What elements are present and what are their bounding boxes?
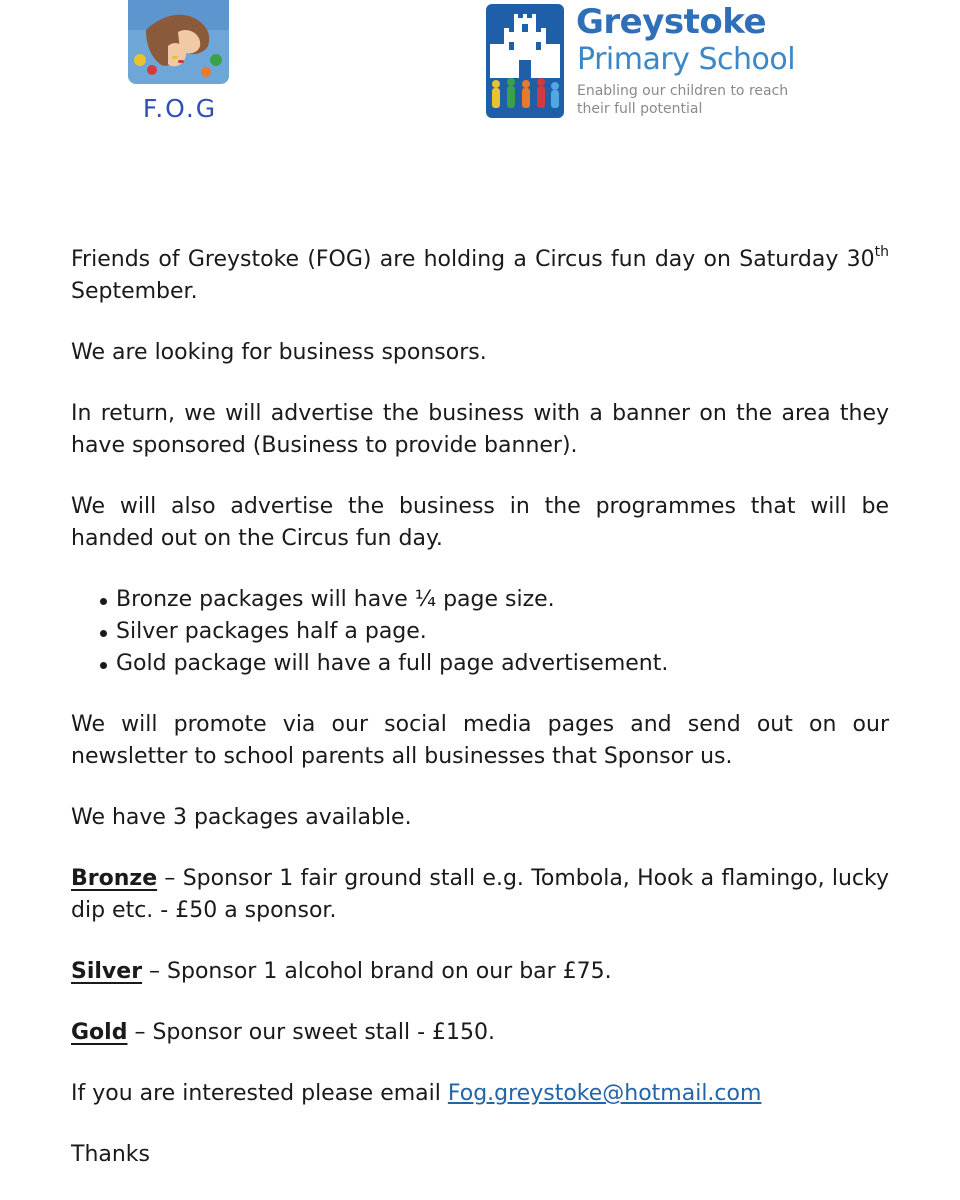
contact-paragraph — [71, 1078, 889, 1110]
promote-paragraph: We will promote via our social media pages and send out on our newsletter to school parents all businesses that Sponsor us. — [71, 712, 889, 769]
date-ordinal-suffix: th — [874, 243, 889, 260]
school-tagline: Enabling our children to reach their full potential — [577, 83, 789, 117]
signoff: Thanks — [71, 1142, 151, 1167]
package-gold — [71, 1017, 889, 1049]
programmes-paragraph: We will also advertise the business in the programmes that will be handed out on the Circus fun day. — [71, 494, 889, 551]
list-item: Gold package will have a full page advertisement. — [98, 648, 889, 680]
package-size-list — [71, 584, 889, 680]
fog-hands-logo-image — [128, 0, 229, 84]
package-bronze — [71, 863, 889, 927]
package-name: Gold — [71, 1020, 128, 1045]
contact-prefix: If you are interested please email — [71, 1081, 448, 1106]
letter-body — [71, 244, 889, 1200]
fog-logo-label: F.O.G — [142, 94, 218, 123]
package-description: – Sponsor our sweet stall - £150. — [127, 1020, 496, 1045]
fog-logo — [128, 0, 230, 124]
intro-paragraph — [71, 244, 889, 308]
packages-intro: We have 3 packages available. — [71, 805, 412, 830]
package-description: – Sponsor 1 alcohol brand on our bar £75. — [142, 959, 612, 984]
school-logo — [486, 2, 796, 120]
banner-paragraph: In return, we will advertise the business with a banner on the area they have sponsored (Business to provide banner). — [71, 401, 889, 458]
castle-emblem-icon — [486, 4, 564, 118]
list-item: Bronze packages will have ¼ page size. — [98, 584, 889, 616]
package-description: – Sponsor 1 fair ground stall e.g. Tombola, Hook a flamingo, lucky dip etc. - £50 a sponsor. — [71, 866, 889, 923]
intro-text: Friends of Greystoke (FOG) are holding a Circus fun day on Saturday 30 — [71, 247, 875, 272]
package-silver — [71, 956, 889, 988]
package-name: Bronze — [71, 866, 158, 891]
school-name: Greystoke — [576, 2, 767, 42]
list-item: Silver packages half a page. — [98, 616, 889, 648]
school-subtitle: Primary School — [577, 42, 796, 77]
intro-text-end: September. — [71, 279, 198, 304]
package-name: Silver — [71, 959, 143, 984]
email-link[interactable]: Fog.greystoke@hotmail.com — [447, 1081, 762, 1106]
sponsors-paragraph: We are looking for business sponsors. — [71, 340, 487, 365]
